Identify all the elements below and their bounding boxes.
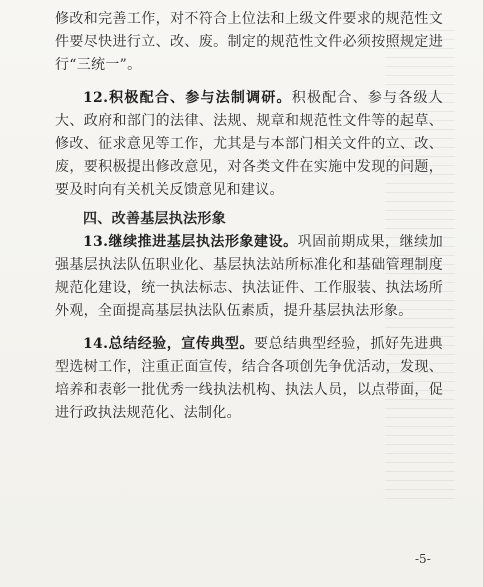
paragraph-text: 修改和完善工作，对不符合上位法和上级文件要求的规范性文件要尽快进行立、改、废。制定的规范性文件必须按照规定进行“三统一”。 <box>55 11 443 73</box>
paragraph-lead: 13.继续推进基层执法形象建设。 <box>83 234 298 250</box>
paragraph-text: 巩固前期成果，继续加强基层执法队伍职业化、基层执法站所标准化和基础管理制度规范化建设，统一执法标志、执法证件、工作服装、执法场所外观，全面提高基层执法队伍素质，提升基层执法形象。 <box>55 234 444 319</box>
paragraph-text: 要总结典型经验，抓好先进典型选树工作，注重正面宣传，结合各项创先争优活动，发现、培养和表彰一批优秀一线执法机构、执法人员，以点带面，促进行政执法规范化、法制化。 <box>55 336 443 421</box>
paragraph-13 <box>55 231 443 323</box>
document-body <box>55 8 443 425</box>
paragraph-12 <box>55 87 443 202</box>
paragraph-lead: 12.积极配合、参与法制调研。 <box>83 90 292 106</box>
page-number: -5- <box>415 552 431 566</box>
paragraph-lead: 14.总结经验，宣传典型。 <box>83 336 255 352</box>
paragraph-text: 积极配合、参与各级人大、政府和部门的法律、法规、规章和规范性文件等的起草、修改、征求意见等工作，尤其是与本部门相关文件的立、改、废，要积极提出修改意见，对各类文件在实施中发现的问题，要及时向有关机关反馈意见和建议。 <box>55 90 444 198</box>
section-heading: 四、改善基层执法形象 <box>83 211 226 227</box>
paragraph-14 <box>55 333 443 425</box>
paragraph-continuation <box>55 8 443 77</box>
